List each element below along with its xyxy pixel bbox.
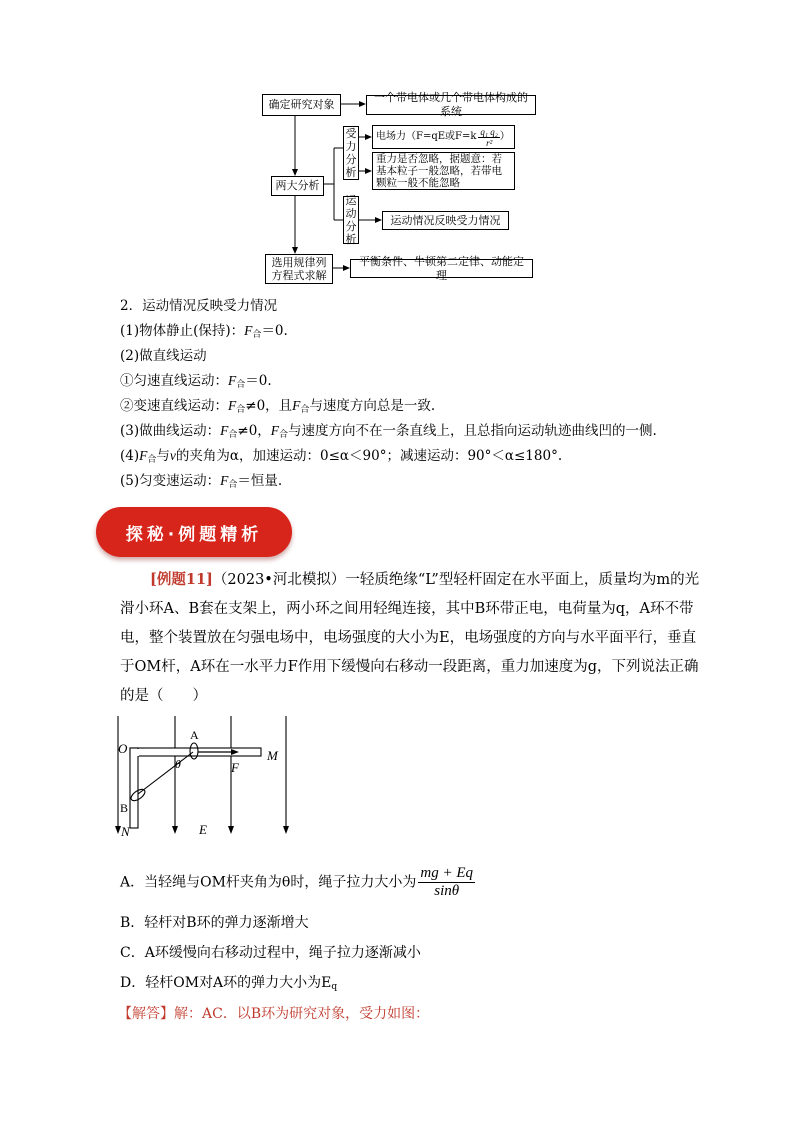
subscript: 合 xyxy=(279,430,289,440)
field-arrowhead xyxy=(172,826,178,834)
flow-gravity-note xyxy=(372,152,515,190)
text: (3)做曲线运动： xyxy=(120,423,221,439)
problem-figure xyxy=(100,712,300,842)
answer-text: 解：AC．以B环为研究对象，受力如图： xyxy=(174,1006,430,1022)
force-symbol: F xyxy=(270,423,280,438)
force-analysis-char: 析 xyxy=(345,166,357,179)
text: 与 xyxy=(156,448,170,464)
option-a[interactable] xyxy=(120,865,475,900)
motion-analysis-char: 分 xyxy=(345,220,357,233)
option-c-text: C．A环缓慢向右移动过程中，绳子拉力逐渐减小 xyxy=(120,945,421,961)
force-symbol: F xyxy=(228,373,237,388)
option-a-den: sinθ xyxy=(434,883,460,899)
summary-line-6 xyxy=(120,447,562,469)
label-a: A xyxy=(190,728,199,742)
example-problem xyxy=(120,565,710,711)
subscript: 合 xyxy=(236,380,246,390)
example-text: （2023•河北模拟）一轻质绝缘“L”型轻杆固定在水平面上，质量均为m的光滑小环A、B套在支架上，两小环之间用轻绳连接，其中B环带正电，电荷量为q，A环不带电，整个装置放在匀强电场中，电场强度的大小为E，电场强度的方向与水平面平行，垂直于OM杆，A环在一水平力F作用下缓慢向右移动一段距离，重力加速度为g，下列说法正确的是（ ） xyxy=(120,572,700,704)
subscript: 合 xyxy=(228,430,238,440)
text: ①匀速直线运动： xyxy=(120,373,228,389)
option-b-text: B．轻杆对B环的弹力逐渐增大 xyxy=(120,915,309,931)
label-m: M xyxy=(267,748,278,763)
option-a-fraction xyxy=(418,865,475,900)
text: ≠0，且 xyxy=(245,398,293,414)
label-f: F xyxy=(231,760,239,775)
rod-om xyxy=(130,748,261,756)
flow-motion-result xyxy=(382,211,509,230)
label-n: N xyxy=(121,824,130,839)
flow-step-research-object xyxy=(262,94,341,116)
label-o: O xyxy=(118,741,128,756)
text: (2)做直线运动 xyxy=(120,348,207,364)
summary-heading xyxy=(120,297,277,315)
electric-force-num: q₁ q₂ xyxy=(480,126,498,137)
gravity-note-text: 重力是否忽略，据题意：若基本粒子一般忽略，若带电颗粒一般不能忽略 xyxy=(376,153,502,189)
subscript: 合 xyxy=(300,405,310,415)
flow-step-solve xyxy=(265,254,333,284)
text: (1)物体静止(保持)： xyxy=(120,323,245,339)
option-d-sub: q xyxy=(331,982,338,992)
flow-step-research-object-label: 确定研究对象 xyxy=(268,98,335,111)
electric-force-fraction xyxy=(478,127,500,148)
text: 的夹角为α，加速运动：0≤α＜90°；减速运动：90°＜α≤180°. xyxy=(175,448,563,464)
flow-result-system xyxy=(366,91,536,118)
force-symbol: F xyxy=(292,398,301,413)
flow-force-analysis xyxy=(343,126,359,180)
force-symbol: F xyxy=(244,323,253,338)
flow-step-solve-label: 选用规律列方程式求解 xyxy=(271,256,327,282)
flow-motion-analysis xyxy=(343,196,359,244)
label-b: B xyxy=(120,801,129,815)
option-a-text: A．当轻绳与OM杆夹角为θ时，绳子拉力大小为 xyxy=(120,874,417,891)
text: 与速度方向不在一条直线上，且总指向运动轨迹曲线凹的一侧. xyxy=(288,423,657,439)
rod-on xyxy=(130,748,138,828)
velocity-symbol: v xyxy=(169,448,176,463)
force-analysis-char: 受 xyxy=(345,127,357,140)
text: (4) xyxy=(120,448,140,464)
summary-line-7 xyxy=(120,472,282,494)
flow-step-two-analyses-label: 两大分析 xyxy=(275,179,320,192)
text: 与速度方向总是一致. xyxy=(309,398,436,414)
motion-analysis-char: 析 xyxy=(345,233,357,246)
flow-solve-result xyxy=(350,254,533,282)
option-d[interactable] xyxy=(120,973,337,997)
motion-analysis-char: 运 xyxy=(345,194,357,207)
summary-line-1 xyxy=(120,322,288,344)
force-analysis-char: 力 xyxy=(345,140,357,153)
motion-analysis-char: 动 xyxy=(345,207,357,220)
text: (5)匀变速运动： xyxy=(120,473,221,489)
force-symbol: F xyxy=(228,398,237,413)
field-arrowhead xyxy=(283,826,289,834)
example-tag: [例题11] xyxy=(150,571,213,588)
flow-step-two-analyses xyxy=(271,176,324,196)
solve-result-text: 平衡条件、牛顿第二定律、动能定理 xyxy=(359,254,524,282)
section-banner-text: 探秘·例题精析 xyxy=(125,524,263,545)
electric-force-den: r² xyxy=(486,137,493,148)
summary-line-5 xyxy=(120,422,657,444)
subscript: 合 xyxy=(147,455,157,465)
force-symbol: F xyxy=(220,473,229,488)
answer-tag: 【解答】 xyxy=(118,1006,174,1022)
text: ＝0. xyxy=(261,323,288,339)
summary-heading-text: 2．运动情况反映受力情况 xyxy=(120,298,278,314)
electric-force-text: 电场力（F=qE或F=k xyxy=(376,131,477,142)
answer xyxy=(118,1004,429,1024)
section-banner xyxy=(96,507,292,557)
summary-line-4 xyxy=(120,397,435,419)
label-theta: θ xyxy=(175,757,181,771)
option-c[interactable] xyxy=(120,943,421,963)
option-b[interactable] xyxy=(120,913,309,933)
text: ＝恒量. xyxy=(237,473,283,489)
summary-line-2 xyxy=(120,347,207,365)
label-e: E xyxy=(199,822,207,837)
force-symbol: F xyxy=(220,423,229,438)
field-arrowhead xyxy=(228,826,234,834)
option-a-num: mg + Eq xyxy=(420,865,473,881)
force-analysis-char: 分 xyxy=(345,153,357,166)
summary-line-3 xyxy=(120,372,272,394)
subscript: 合 xyxy=(252,330,262,340)
text: ②变速直线运动： xyxy=(120,398,228,414)
electric-force-close: ） xyxy=(499,131,510,142)
motion-result-text: 运动情况反映受力情况 xyxy=(390,213,501,227)
rope xyxy=(138,752,193,794)
flow-electric-force xyxy=(372,125,515,149)
subscript: 合 xyxy=(236,405,246,415)
flow-result-system-label: 一个带电体或几个带电体构成的系统 xyxy=(374,91,528,118)
force-symbol: F xyxy=(139,448,148,463)
option-d-text: D．轻杆OM对A环的弹力大小为E xyxy=(120,975,332,991)
text: ≠0， xyxy=(237,423,271,439)
subscript: 合 xyxy=(228,480,238,490)
text: ＝0. xyxy=(245,373,272,389)
